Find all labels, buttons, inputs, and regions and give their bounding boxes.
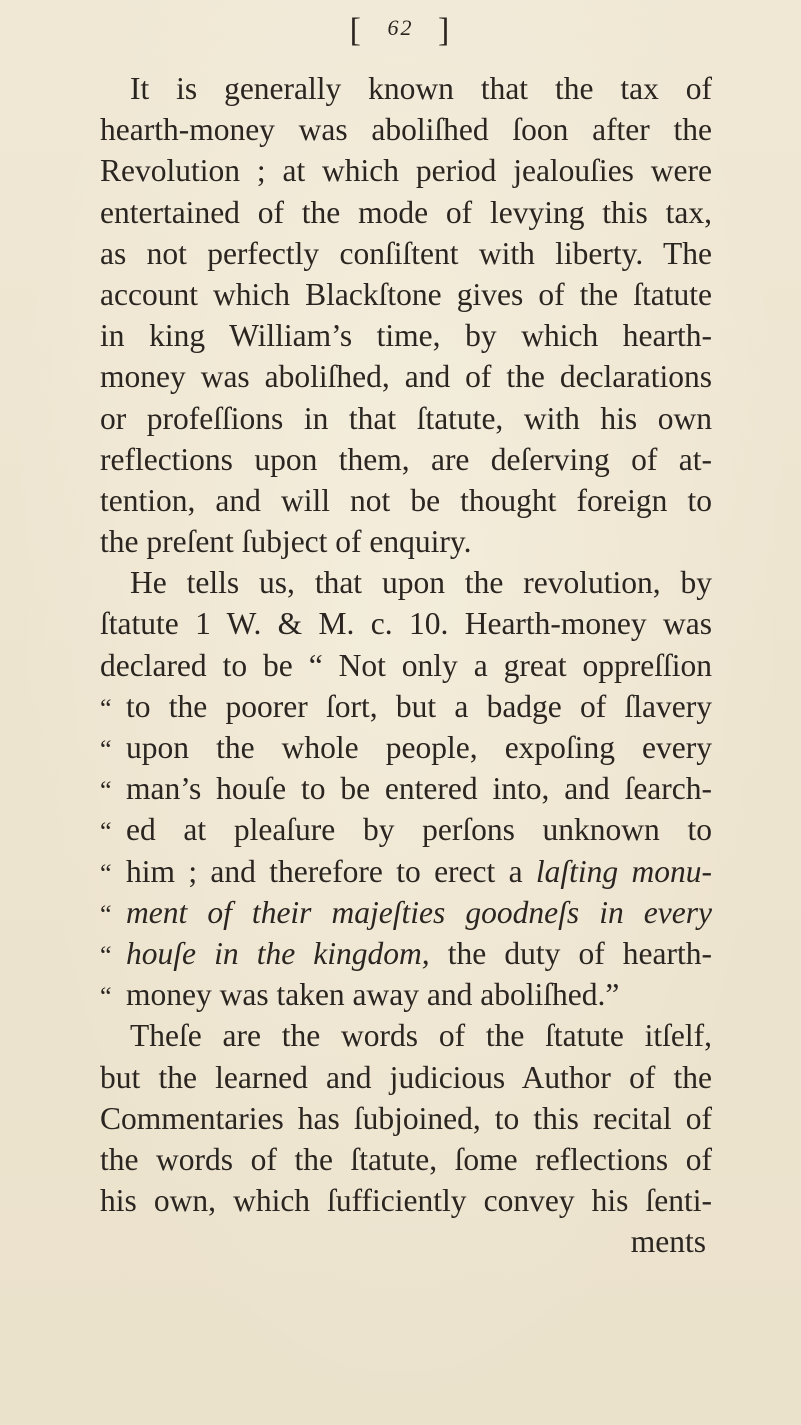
bracket-close: ] <box>438 12 452 49</box>
quote-mark: “ <box>100 735 112 764</box>
text-line: to the poorer ſort, but a badge of ſlavery <box>126 688 712 724</box>
text-line: as not perfectly conſiſtent with liberty. The <box>100 235 712 271</box>
text-line: the preſent ſubject of enquiry. <box>100 524 472 560</box>
quoted-line <box>100 974 712 1015</box>
quoted-line <box>100 809 712 850</box>
quoted-line <box>100 686 712 727</box>
italic-text: ment of their majeſties goodneſs in every <box>126 894 712 930</box>
quote-mark: “ <box>100 899 112 929</box>
text-line: Commentaries has ſubjoined, to this recital of <box>100 1100 712 1136</box>
quote-mark: “ <box>100 858 112 888</box>
quote-mark: “ <box>100 776 112 806</box>
body-text <box>100 68 712 1262</box>
quote-mark: “ <box>100 940 112 970</box>
text-line: his own, which ſufficiently convey his ſenti- <box>100 1183 712 1219</box>
text-line: Theſe are the words of the ſtatute itſelf, <box>130 1018 712 1054</box>
quote-mark: “ <box>100 693 112 723</box>
italic-text: laſting monu- <box>535 853 713 889</box>
catchword: ments <box>630 1224 706 1260</box>
page-header <box>0 12 801 50</box>
text-line: money was aboliſhed, and of the declarations <box>100 359 712 395</box>
text-line: account which Blackſtone gives of the ſtatute <box>100 276 712 312</box>
quoted-line <box>100 933 712 974</box>
text-line: the duty of hearth- <box>447 935 713 971</box>
italic-text: houſe in the kingdom, <box>126 935 430 971</box>
quoted-line <box>100 892 712 933</box>
text-line: Revolution ; at which period jealouſies were <box>100 153 712 189</box>
text-line: entertained of the mode of levying this tax, <box>100 194 712 230</box>
text-line: upon the whole people, expoſing every <box>126 730 712 765</box>
bracket-open: [ <box>349 12 363 49</box>
quoted-line <box>100 851 712 892</box>
text-line: but the learned and judicious Author of the <box>100 1059 712 1095</box>
text-line: him ; and therefore to erect a <box>126 853 523 889</box>
quote-mark: “ <box>100 817 112 847</box>
text-line: man’s houſe to be entered into, and ſearch- <box>126 771 712 807</box>
text-line: ed at pleaſure by perſons unknown to <box>126 812 712 848</box>
page-number: 62 <box>387 15 414 40</box>
text-line: He tells us, that upon the revolution, by <box>130 565 712 601</box>
text-line: money was taken away and aboliſhed.” <box>126 977 620 1013</box>
text-line: tention, and will not be thought foreign to <box>100 482 712 518</box>
quoted-line <box>100 727 712 768</box>
text-line: in king William’s time, by which hearth- <box>100 318 712 354</box>
text-line: or profeſſions in that ſtatute, with his own <box>100 400 712 436</box>
text-line: ſtatute 1 W. & M. c. 10. Hearth-money was <box>100 606 712 642</box>
quote-mark: “ <box>100 982 112 1012</box>
text-line: declared to be “ Not only a great oppreſſion <box>100 647 712 683</box>
quoted-line <box>100 768 712 809</box>
text-line: It is generally known that the tax of <box>130 71 712 106</box>
text-line: the words of the ſtatute, ſome reflections of <box>100 1141 712 1177</box>
text-line: reflections upon them, are deſerving of at- <box>100 441 712 477</box>
text-line: hearth-money was aboliſhed ſoon after the <box>100 112 712 148</box>
